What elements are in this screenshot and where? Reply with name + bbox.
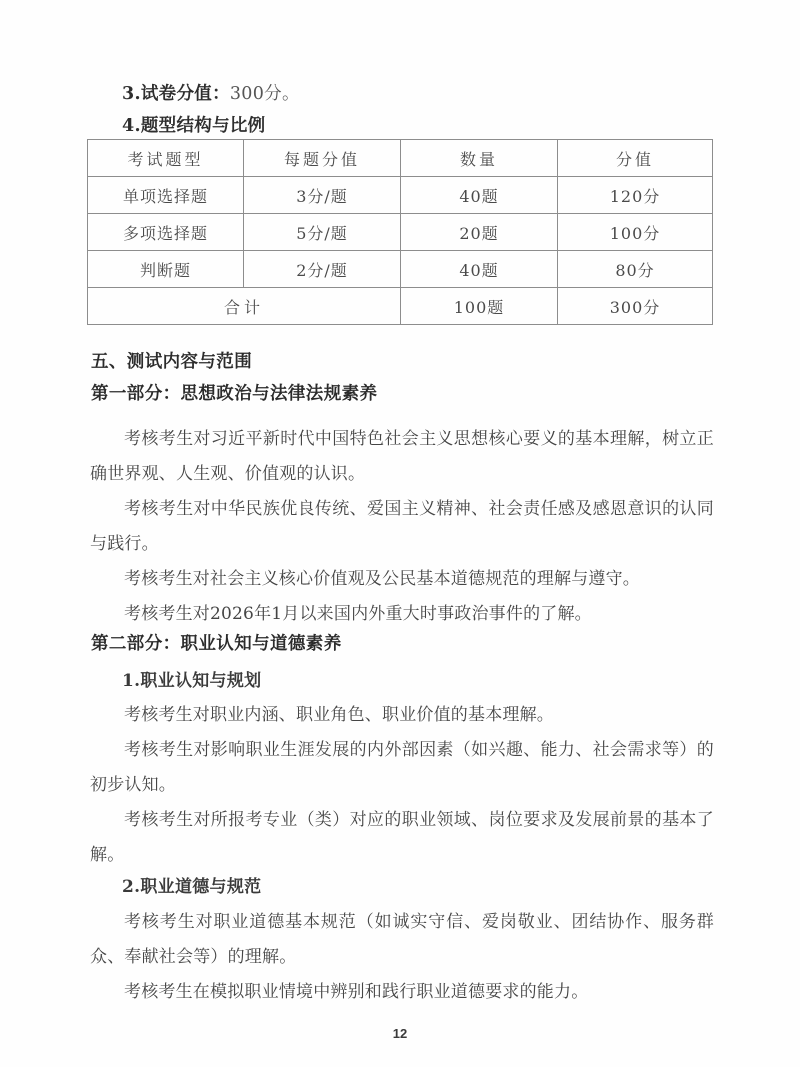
table-cell: 多项选择题 [88, 214, 244, 251]
part-one-paragraph-4: 考核考生对2026年1月以来国内外重大时事政治事件的了解。 [124, 604, 592, 624]
table-cell: 40题 [401, 177, 558, 214]
part-two-sub-1-paragraph-1: 考核考生对职业内涵、职业角色、职业价值的基本理解。 [124, 705, 554, 725]
table-header-cell: 数量 [401, 140, 558, 177]
part-two-heading: 第二部分：职业认知与道德素养 [91, 634, 342, 654]
item-4-question-structure: 4.题型结构与比例 [122, 116, 266, 136]
item-3-label: 3.试卷分值： [122, 84, 230, 104]
section-five-heading: 五、测试内容与范围 [91, 352, 253, 372]
table-row [88, 214, 713, 251]
item-3-exam-total-score [122, 80, 300, 105]
table-cell: 20题 [401, 214, 558, 251]
item-3-value: 300分。 [229, 84, 300, 104]
table-header-cell: 考试题型 [88, 140, 244, 177]
table-cell: 40题 [401, 251, 558, 288]
part-one-paragraph-2: 考核考生对中华民族优良传统、爱国主义精神、社会责任感及感恩意识的认同与践行。 [90, 499, 714, 554]
table-cell: 2分/题 [244, 251, 401, 288]
part-two-sub-1-paragraph-2: 考核考生对影响职业生涯发展的内外部因素（如兴趣、能力、社会需求等）的初步认知。 [90, 740, 714, 795]
table-cell: 120分 [558, 177, 713, 214]
part-two-sub-1-paragraph-3: 考核考生对所报考专业（类）对应的职业领域、岗位要求及发展前景的基本了解。 [90, 810, 714, 865]
table-cell: 80分 [558, 251, 713, 288]
table-cell: 5分/题 [244, 214, 401, 251]
table-total-row [88, 288, 713, 325]
part-one-paragraph-1: 考核考生对习近平新时代中国特色社会主义思想核心要义的基本理解，树立正确世界观、人生观、价值观的认识。 [90, 429, 714, 484]
table-row [88, 177, 713, 214]
table-cell: 判断题 [88, 251, 244, 288]
part-one-heading: 第一部分：思想政治与法律法规素养 [91, 384, 378, 404]
table-total-count: 100题 [401, 288, 558, 325]
table-total-score: 300分 [558, 288, 713, 325]
page-number: 12 [392, 1026, 408, 1041]
table-header-cell: 分值 [558, 140, 713, 177]
part-two-sub-1-heading: 1.职业认知与规划 [122, 671, 262, 691]
table-cell: 单项选择题 [88, 177, 244, 214]
table-total-label: 合计 [88, 288, 401, 325]
table-header-row [88, 140, 713, 177]
part-two-sub-2-heading: 2.职业道德与规范 [122, 877, 262, 897]
part-one-paragraph-3: 考核考生对社会主义核心价值观及公民基本道德规范的理解与遵守。 [124, 569, 640, 589]
table-cell: 3分/题 [244, 177, 401, 214]
part-two-sub-2-paragraph-1: 考核考生对职业道德基本规范（如诚实守信、爱岗敬业、团结协作、服务群众、奉献社会等）的理解。 [90, 912, 714, 967]
table-cell: 100分 [558, 214, 713, 251]
question-structure-table [87, 139, 713, 325]
part-two-sub-2-paragraph-2: 考核考生在模拟职业情境中辨别和践行职业道德要求的能力。 [124, 982, 589, 1002]
table-row [88, 251, 713, 288]
table-header-cell: 每题分值 [244, 140, 401, 177]
